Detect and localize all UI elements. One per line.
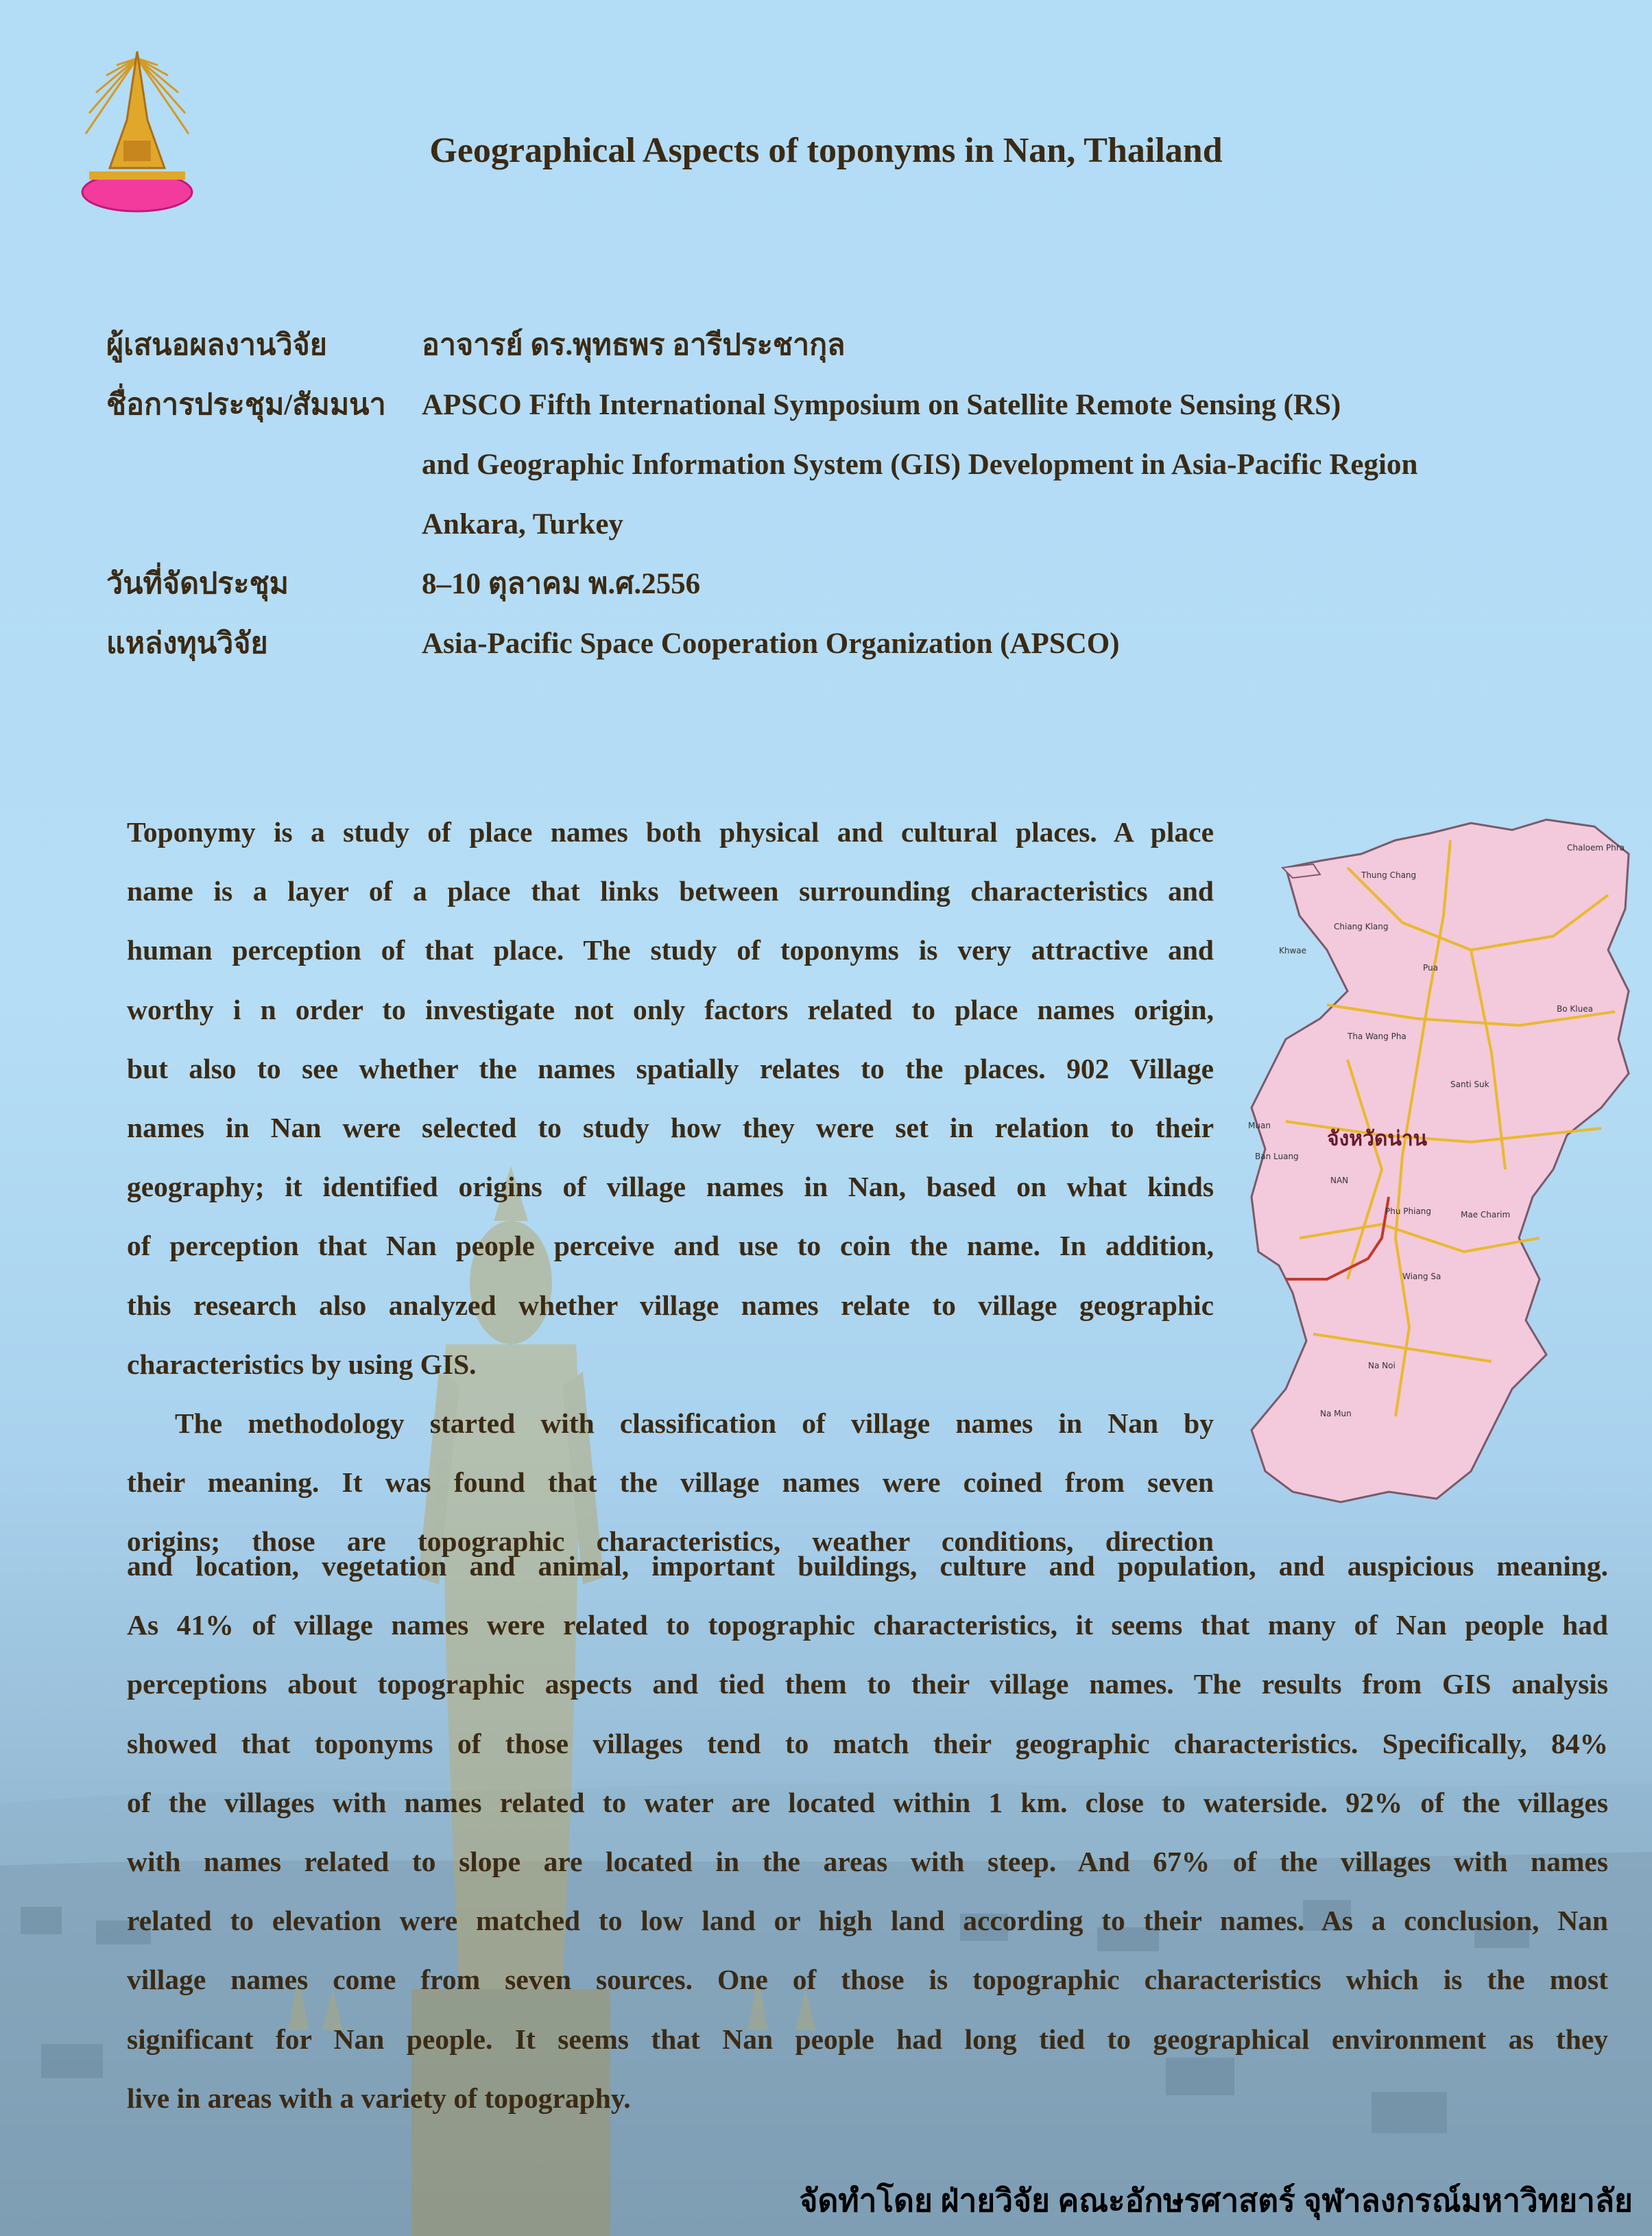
map-place-label: Santi Suk xyxy=(1450,1080,1489,1089)
abstract-line: showed that toponyms of those villages tend to match their geographic characteristics. Specifically, 84% xyxy=(127,1727,1608,1759)
map-place-label: NAN xyxy=(1330,1176,1349,1185)
presenter-label: ผู้เสนอผลงานวิจัย xyxy=(106,329,327,361)
conference-line: and Geographic Information System (GIS) Development in Asia-Pacific Region xyxy=(422,449,1418,481)
abstract-line: with names related to slope are located in the areas with steep. And 67% of the villages with names xyxy=(127,1845,1608,1877)
map-place-label: Chaloem Phra xyxy=(1567,843,1625,853)
abstract-line: significant for Nan people. It seems that Nan people had long tied to geographical environment as they xyxy=(127,2023,1608,2055)
map-place-label: Bo Kluea xyxy=(1557,1004,1593,1014)
funding-row xyxy=(106,614,1581,674)
map-place-label: Na Mun xyxy=(1320,1409,1352,1418)
conference-row xyxy=(106,375,1581,554)
map-place-label: Mae Charim xyxy=(1461,1210,1511,1220)
date-label: วันที่จัดประชุม xyxy=(106,568,289,600)
university-emblem-icon xyxy=(75,38,199,216)
funding-label: แหล่งทุนวิจัย xyxy=(106,628,268,660)
abstract-line: names in Nan were selected to study how they were set in relation to their xyxy=(127,1111,1214,1143)
abstract-line: village names come from seven sources. One of those is topographic characteristics which is the most xyxy=(127,1964,1608,1996)
abstract-line: human perception of that place. The study of toponyms is very attractive and xyxy=(127,934,1214,966)
funding-value: Asia-Pacific Space Cooperation Organization (APSCO) xyxy=(422,628,1120,660)
conference-line: APSCO Fifth International Symposium on Satellite Remote Sensing (RS) xyxy=(422,389,1341,421)
abstract-narrow xyxy=(127,802,1214,1571)
abstract-line: related to elevation were matched to low land or high land according to their names. As a conclusion, Nan xyxy=(127,1905,1608,1937)
map-place-label: Tha Wang Pha xyxy=(1348,1032,1406,1041)
abstract-line: of the villages with names related to water are located within 1 km. close to waterside. 92% of the villages xyxy=(127,1786,1608,1818)
date-row xyxy=(106,554,1581,614)
abstract-line: this research also analyzed whether village names relate to village geographic xyxy=(127,1289,1214,1321)
abstract-line: perceptions about topographic aspects and tied them to their village names. The results from GIS analysis xyxy=(127,1668,1608,1700)
map-place-label: Khwae xyxy=(1279,946,1307,955)
abstract-line: live in areas with a variety of topography. xyxy=(127,2082,631,2114)
abstract-line: origins; those are topographic characteristics, weather conditions, direction xyxy=(127,1525,1214,1558)
date-value: 8–10 ตุลาคม พ.ศ.2556 xyxy=(422,568,701,600)
abstract-line: Toponymy is a study of place names both physical and cultural places. A place xyxy=(127,816,1214,848)
abstract-line: characteristics by using GIS. xyxy=(127,1348,477,1380)
map-place-label: Chiang Klang xyxy=(1334,922,1389,931)
presenter-value: อาจารย์ ดร.พุทธพร อารีประชากุล xyxy=(422,329,846,361)
page-title: Geographical Aspects of toponyms in Nan, Thailand xyxy=(429,131,1223,170)
footer-credit: จัดทำโดย ฝ่ายวิจัย คณะอักษรศาสตร์ จุฬาลงกรณ์มหาวิทยาลัย xyxy=(799,2183,1633,2218)
research-info xyxy=(106,316,1581,674)
map-place-label: Pua xyxy=(1423,963,1438,973)
abstract-line: of perception that Nan people perceive and use to coin the name. In addition, xyxy=(127,1230,1214,1262)
map-place-label: Phu Phiang xyxy=(1385,1206,1432,1216)
map-province-label: จังหวัดน่าน xyxy=(1327,1127,1428,1151)
abstract-line: As 41% of village names were related to topographic characteristics, it seems that many of Nan people had xyxy=(127,1609,1608,1641)
map-place-label: Wiang Sa xyxy=(1402,1272,1441,1281)
abstract-line: but also to see whether the names spatially relates to the places. 902 Village xyxy=(127,1052,1214,1084)
nan-province-map xyxy=(1245,813,1639,1506)
abstract-wide xyxy=(127,1536,1608,2128)
abstract-line: their meaning. It was found that the village names were coined from seven xyxy=(127,1466,1214,1499)
conference-line: Ankara, Turkey xyxy=(422,508,623,540)
presenter-row xyxy=(106,316,1581,375)
map-place-label: Ban Luang xyxy=(1255,1152,1299,1161)
abstract-line: and location, vegetation and animal, important buildings, culture and population, and auspicious meaning. xyxy=(127,1550,1608,1582)
abstract-line: The methodology started with classification of village names in Nan by xyxy=(175,1407,1214,1439)
abstract-line: worthy i n order to investigate not only factors related to place names origin, xyxy=(127,993,1214,1025)
map-place-label: Thung Chang xyxy=(1361,870,1417,880)
abstract-line: geography; it identified origins of village names in Nan, based on what kinds xyxy=(127,1171,1214,1203)
map-place-label: Muan xyxy=(1248,1121,1271,1130)
abstract-line: name is a layer of a place that links between surrounding characteristics and xyxy=(127,875,1214,907)
map-place-label: Na Noi xyxy=(1368,1361,1396,1370)
conference-label: ชื่อการประชุม/สัมมนา xyxy=(106,389,386,421)
